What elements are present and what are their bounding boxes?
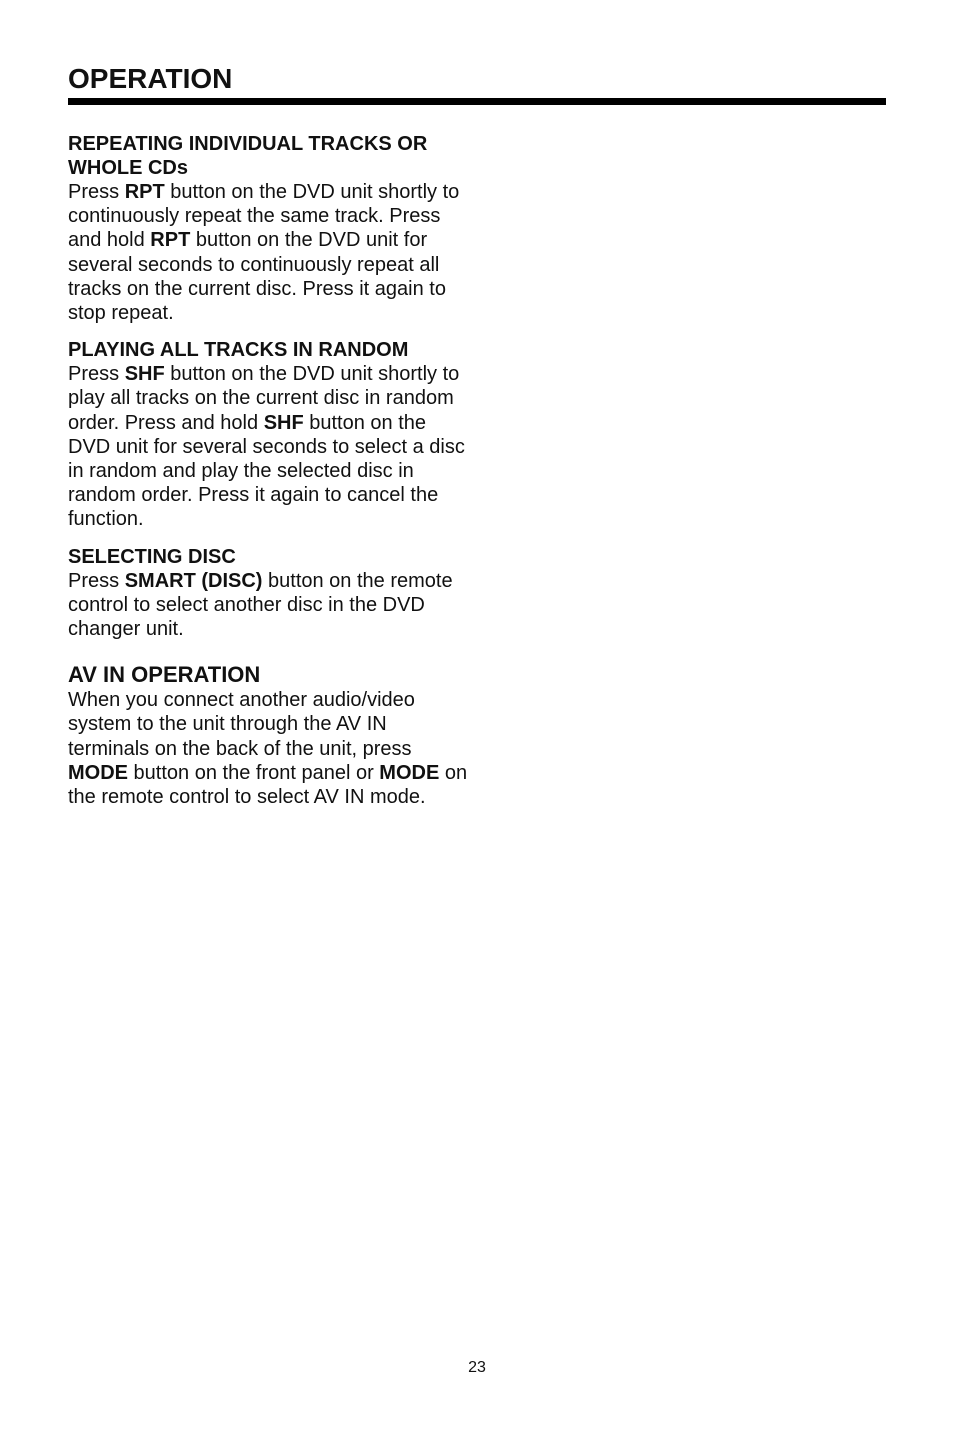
section-body	[68, 362, 468, 531]
body-text: button on the DVD unit shortly to continuously repeat the same track. Press and hold	[68, 181, 460, 252]
button-name-rpt: RPT	[124, 181, 165, 203]
button-name-mode: MODE	[379, 761, 440, 784]
button-name-smart-disc: SMART (DISC)	[124, 569, 263, 592]
button-name-rpt: RPT	[150, 229, 191, 252]
title-rule	[68, 98, 886, 105]
body-text: button on the remote control to select another disc in the DVD changer unit.	[68, 569, 453, 641]
section-selecting-disc	[68, 545, 468, 642]
button-name-mode: MODE	[68, 761, 128, 784]
section-heading: AV IN OPERATION	[68, 662, 261, 688]
body-text: button on the DVD unit shortly to play all tracks on the current disc in random order. Press and hold	[68, 363, 460, 434]
page-title: OPERATION	[68, 63, 233, 94]
body-text: button on the front panel or	[128, 761, 380, 784]
section-random-play	[68, 338, 468, 531]
section-body	[68, 180, 468, 325]
page-number: 23	[468, 1359, 486, 1376]
section-heading	[68, 132, 468, 180]
button-name-shf: SHF	[263, 411, 304, 434]
section-body	[68, 688, 468, 809]
body-text: Press	[68, 181, 125, 203]
section-av-in-operation	[68, 662, 468, 809]
body-text: Press	[68, 363, 125, 386]
button-name-shf: SHF	[124, 363, 165, 386]
section-heading-line1: REPEATING INDIVIDUAL TRACKS OR	[68, 133, 428, 155]
body-text: When you connect another audio/video system to the unit through the AV IN terminals on the back of the unit, press	[68, 689, 415, 760]
section-body	[68, 569, 468, 642]
content-column	[68, 132, 468, 809]
section-repeating-tracks	[68, 132, 468, 325]
body-text: Press	[68, 569, 125, 592]
body-text: button on the DVD unit for several seconds to continuously repeat all tracks on the current disc. Press it again to stop repeat.	[68, 229, 446, 325]
body-text: button on the DVD unit for several seconds to select a disc in random and play the selected disc in random order. Press it again to cancel the function.	[68, 411, 465, 531]
section-heading: SELECTING DISC	[68, 545, 236, 568]
section-heading-line2: WHOLE CDs	[68, 157, 188, 179]
body-text: on the remote control to select AV IN mode.	[68, 761, 468, 809]
section-heading: PLAYING ALL TRACKS IN RANDOM	[68, 339, 409, 362]
